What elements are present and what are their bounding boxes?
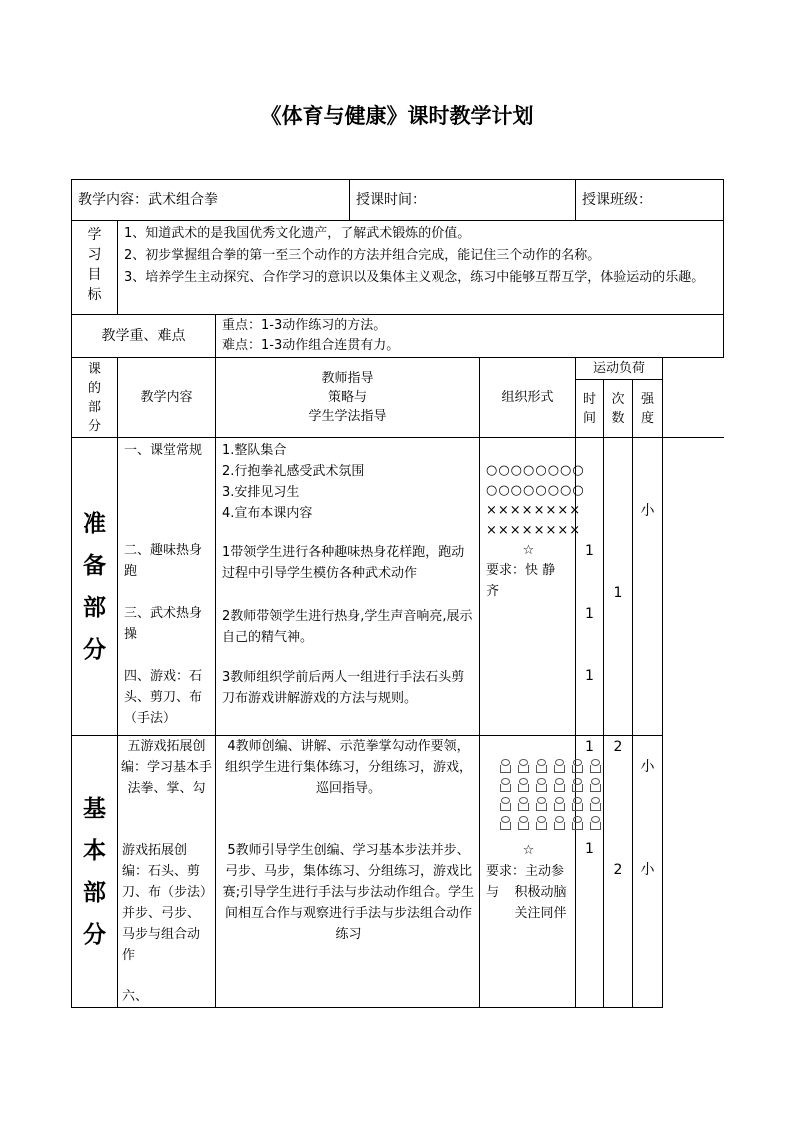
lesson-content-cell: 教学内容：武术组合拳 — [72, 180, 350, 221]
prep-count: 1 — [613, 585, 623, 601]
count-header: 次 数 — [604, 380, 633, 438]
student-figure-icon — [516, 797, 530, 811]
basic-intensity-1: 小 — [640, 759, 655, 775]
prep-guide-7: 3教师组织学前后两人一组进行手法石头剪刀布游戏讲解游戏的方法与规则。 — [222, 670, 465, 706]
basic-guide-2: 5教师引导学生创编、学习基本步法并步、弓步、马步，集体练习、分组练习，游戏比赛;引导学生进行手法与步法动作组合。学生间相互合作与观察进行手法与步法组合动作练习 — [222, 843, 475, 942]
prep-content-4: 四、游戏：石头、剪刀、布（手法） — [124, 669, 203, 726]
prep-guide-1: 1.整队集合 — [222, 443, 287, 458]
prep-time-2: 1 — [585, 543, 594, 559]
prep-content-3: 三、武术热身操 — [124, 606, 203, 642]
student-figure-icon — [498, 797, 512, 811]
student-figure-icon — [498, 778, 512, 792]
prep-guide-2: 2.行抱拳礼感受武术氛围 — [222, 464, 365, 479]
student-figure-icon — [570, 759, 584, 773]
lesson-class-cell: 授课班级： — [576, 180, 724, 221]
prep-time-4: 1 — [585, 668, 594, 684]
prep-requirement: 要求：快 静 齐 — [486, 563, 556, 599]
student-figure-icon — [552, 816, 566, 830]
student-figure-icon — [552, 797, 566, 811]
student-figure-icon — [498, 759, 512, 773]
student-figures — [496, 758, 606, 834]
student-figure-icon — [588, 759, 602, 773]
student-figure-icon — [588, 797, 602, 811]
organization-header: 组织形式 — [480, 358, 576, 438]
basic-time-1: 1 — [585, 739, 594, 755]
prep-guide-4: 4.宣布本课内容 — [222, 506, 313, 521]
lesson-time-cell: 授课时间： — [350, 180, 576, 221]
student-figure-icon — [534, 816, 548, 830]
content-header: 教学内容 — [118, 358, 216, 438]
prep-guide-5: 1带领学生进行各种趣味热身花样跑，跑动过程中引导学生模仿各种武术动作 — [222, 545, 465, 581]
student-figure-icon — [498, 816, 512, 830]
intensity-header: 强 度 — [633, 380, 663, 438]
time-header: 时 间 — [576, 380, 604, 438]
basic-star: ☆ — [522, 843, 535, 858]
goals-list — [118, 221, 724, 315]
prep-time-3: 1 — [585, 606, 594, 622]
goal-item: 2、初步掌握组合拳的第一至三个动作的方法并组合完成，能记住三个动作的名称。 — [124, 248, 601, 263]
student-figure-icon — [570, 816, 584, 830]
prep-section-label: 准 备 部 分 — [72, 438, 118, 736]
student-figure-icon — [552, 778, 566, 792]
goals-label: 学 习 目 标 — [72, 221, 118, 315]
basic-content-1: 五游戏拓展创编：学习基本手法拳、掌、勾 — [120, 739, 212, 796]
student-figure-icon — [516, 778, 530, 792]
student-figure-icon — [534, 778, 548, 792]
student-figure-icon — [552, 759, 566, 773]
prep-guide-6: 2教师带领学生进行热身,学生声音响亮,展示自己的精气神。 — [222, 609, 473, 645]
keypoints-label: 教学重、难点 — [72, 315, 216, 358]
difficulty-point: 难点：1-3动作组合连贯有力。 — [222, 338, 400, 353]
document-title: 《体育与健康》课时教学计划 — [260, 103, 534, 128]
prep-content-2: 二、趣味热身跑 — [124, 543, 203, 579]
load-header: 运动负荷 — [576, 358, 663, 380]
guidance-header: 教师指导 策略与 学生学法指导 — [216, 358, 480, 438]
basic-intensity-2: 小 — [640, 862, 655, 878]
basic-count-1: 2 — [613, 739, 623, 755]
student-figure-icon — [516, 816, 530, 830]
basic-content-3: 六、 — [122, 989, 149, 1004]
goal-item: 3、培养学生主动探究、合作学习的意识以及集体主义观念，练习中能够互帮互学，体验运动的乐趣。 — [124, 270, 705, 285]
basic-requirement-2: 积极动脑 — [514, 885, 567, 900]
prep-content-1: 一、课堂常规 — [124, 443, 203, 458]
prep-guide-3: 3.安排见习生 — [222, 485, 300, 500]
goal-item: 1、知道武术的是我国优秀文化遗产，了解武术锻炼的价值。 — [124, 226, 471, 241]
basic-requirement-1: 要求：主动参与 — [486, 864, 565, 900]
part-header: 课 的 部 分 — [72, 358, 118, 438]
basic-time-2: 1 — [585, 841, 594, 857]
basic-guide-1: 4教师创编、讲解、示范拳掌勾动作要领，组织学生进行集体练习，分组练习，游戏，巡回指导。 — [224, 739, 472, 796]
student-figure-icon — [534, 797, 548, 811]
basic-section-label: 基 本 部 分 — [72, 736, 118, 1008]
prep-intensity: 小 — [640, 503, 655, 519]
student-figure-icon — [516, 759, 530, 773]
key-point: 重点：1-3动作练习的方法。 — [222, 318, 387, 333]
student-figure-icon — [588, 778, 602, 792]
lesson-plan-table: 教学内容：武术组合拳 授课时间： 授课班级： 学 习 目 标 1、知道武术的是我国优秀文化遗产，了解武术锻炼的价值。 2、初步掌握组合拳的第一至三个动作的方法并组合完成，能记住三个动作的名称。 3、培养学生主动探究、合作学习的意识以及集体主义观念，练习中能够互帮互学，体验运动的乐趣。 教学重、难点 重点：1-3动作练习的方法。 难点：1-3动作组合连贯有力。 课 的 部 分 教学内容 教师指导 策略与 学生学法指导 组织形式 运动负荷 时 间 次 数 强 度 准 备 部 分 一、课堂常规 二、趣味热身跑 三、武术热身操 四、游戏：石头、剪刀、布（手法） 1.整队集合 2.行抱拳礼感受武术氛围 3.安排见习生 4.宣布本课内容 1带领学生进行各种趣味热身花样跑，跑动过程中引导学生模仿各种武术动作 2教师带领学生进行热身,学生声音响亮,展示自己的精气神。 3教师组织学前后两人一组进行手法石头剪刀布游戏讲解游戏的方法与规则。 ○○○○○○○○ ○○○○○○○○ ×××××××× ×××××××× ☆ 要求：快 静 齐 1 1 1 1 小 基 本 部 分 五游戏拓展创编：学习基本手法拳、掌、勾 游戏拓展创编：石头、剪刀、布（步法）并步、弓步、马步与组合动作 六、 4教师创编、讲解、示范拳掌勾动作要领，组织学生进行集体练习，分组练习，游戏，巡回指导。 5教师引导学生创编、学习基本步法并步、弓步、马步，集体练习、分组练习，游戏比赛;引导学生进行手法与步法动作组合。学生间相互合作与观察进行手法与步法组合动作练习 ☆ 要求：主动参与 积极动脑 关注同伴 1 1 2 2 小 小 — [71, 179, 724, 1008]
basic-content-2: 游戏拓展创编：石头、剪刀、布（步法）并步、弓步、马步与组合动作 — [122, 843, 207, 963]
student-figure-icon — [588, 816, 602, 830]
basic-count-2: 2 — [613, 862, 623, 878]
student-figure-icon — [570, 797, 584, 811]
student-figure-icon — [570, 778, 584, 792]
student-figure-icon — [534, 759, 548, 773]
basic-requirement-3: 关注同伴 — [514, 906, 567, 921]
